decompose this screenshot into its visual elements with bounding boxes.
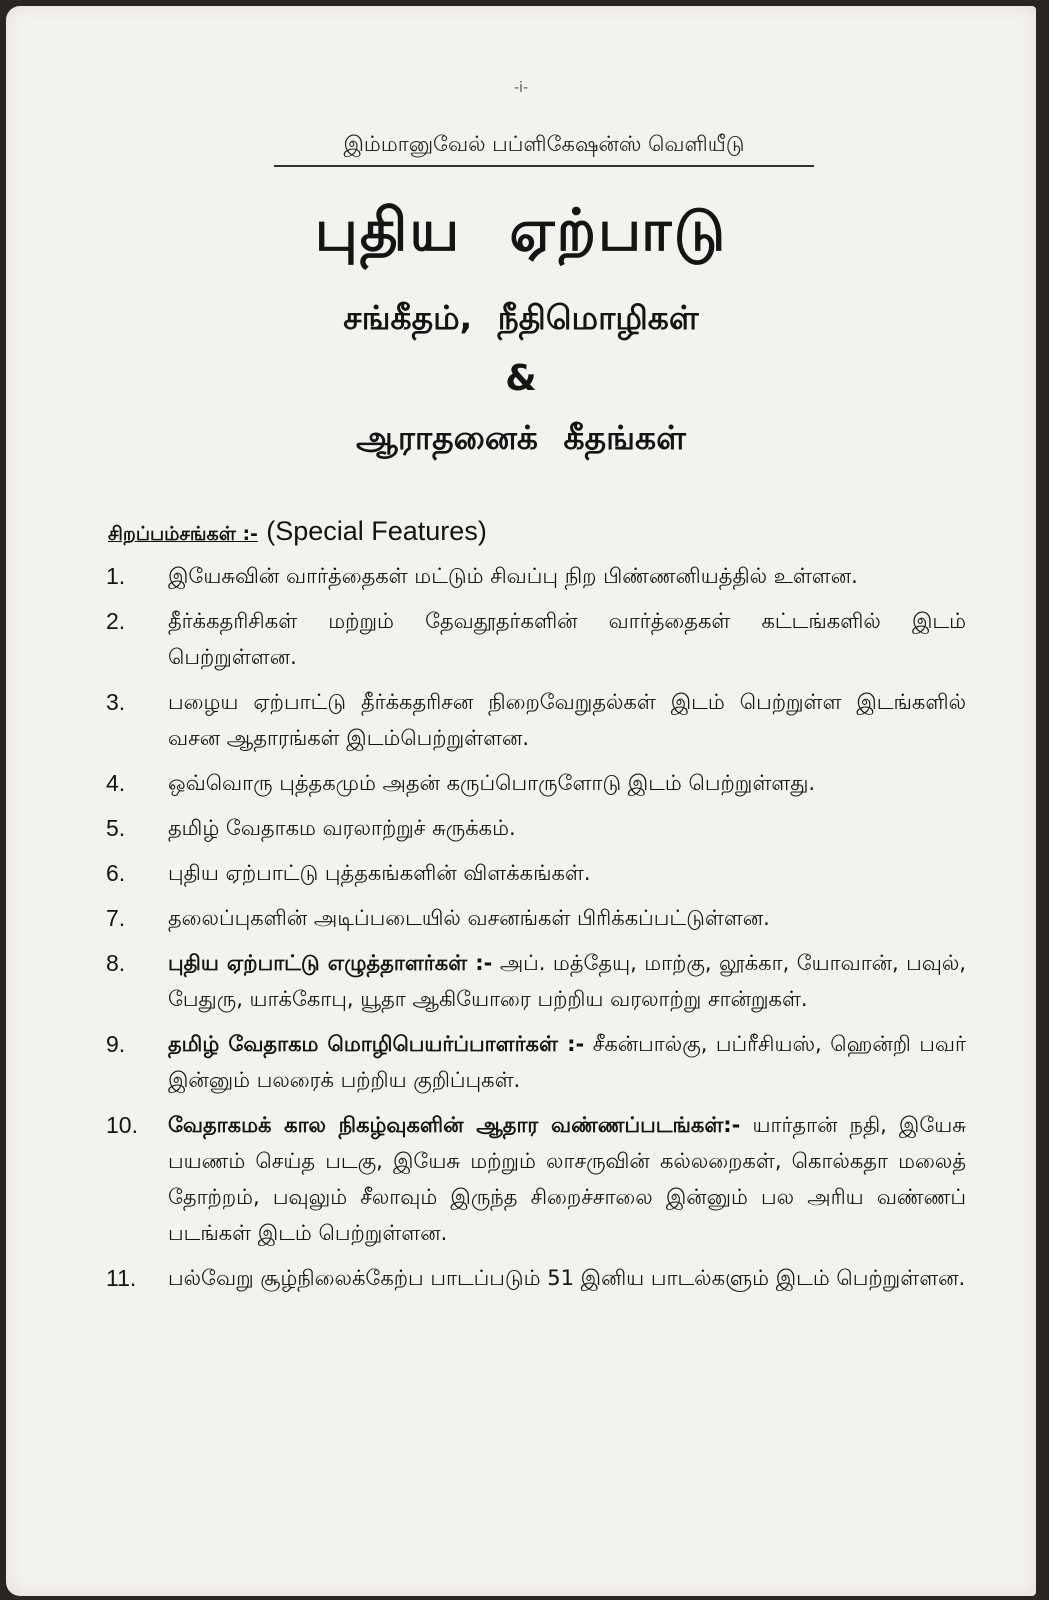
feature-body: பழைய ஏற்பாட்டு தீர்க்கதரிசன நிறைவேறுதல்கள் இடம் பெற்றுள்ள இடங்களில் வசன ஆதாரங்கள் இடம்பெற்றுள்ளன. [168,690,966,750]
feature-text [168,684,966,756]
feature-text [168,1107,966,1251]
feature-number: 9. [106,1031,126,1057]
feature-text [168,603,966,675]
feature-number: 8. [106,950,126,976]
feature-text [168,1260,966,1296]
feature-item [106,684,966,756]
feature-body: தலைப்புகளின் அடிப்படையில் வசனங்கள் பிரிக்கப்பட்டுள்ளன. [168,906,770,930]
feature-item [106,1026,966,1098]
document-page [6,6,1036,1596]
feature-bold-lead: வேதாகமக் கால நிகழ்வுகளின் ஆதார வண்ணப்படங்கள்:- [168,1113,741,1137]
feature-number: 1. [106,563,126,589]
feature-number: 3. [106,689,126,715]
feature-text [168,900,966,936]
feature-body: ஒவ்வொரு புத்தகமும் அதன் கருப்பொருளோடு இடம் பெற்றுள்ளது. [168,771,816,795]
feature-item [106,765,966,801]
subtitle-worship-songs: ஆராதனைக் கீதங்கள் [356,418,686,457]
feature-item [106,558,966,594]
feature-item [106,1260,966,1296]
feature-text [168,558,966,594]
feature-number: 2. [106,608,126,634]
feature-bold-lead: புதிய ஏற்பாட்டு எழுத்தாளர்கள் :- [168,951,493,975]
page-number: -i- [514,80,528,96]
features-heading-english: (Special Features) [266,516,487,546]
feature-body: பல்வேறு சூழ்நிலைக்கேற்ப பாடப்படும் 51 இனிய பாடல்களும் இடம் பெற்றுள்ளன. [168,1266,966,1290]
feature-item [106,945,966,1017]
feature-body: புதிய ஏற்பாட்டு புத்தகங்களின் விளக்கங்கள். [168,861,591,885]
feature-text [168,1026,966,1098]
feature-body: தமிழ் வேதாகம வரலாற்றுச் சுருக்கம். [168,816,516,840]
feature-item [106,1107,966,1251]
feature-number: 5. [106,815,126,841]
feature-bold-lead: தமிழ் வேதாகம மொழிபெயர்ப்பாளர்கள் :- [168,1032,585,1056]
feature-text [168,765,966,801]
feature-item [106,603,966,675]
feature-list [106,558,966,1305]
feature-item [106,810,966,846]
feature-item [106,855,966,891]
feature-number: 4. [106,770,126,796]
feature-text [168,945,966,1017]
feature-body: இயேசுவின் வார்த்தைகள் மட்டும் சிவப்பு நிற பிண்ணனியத்தில் உள்ளன. [168,564,858,588]
feature-text [168,855,966,891]
feature-item [106,900,966,936]
feature-text [168,810,966,846]
feature-body: யார்தான் நதி, இயேசு பயணம் செய்த படகு, இயேசு மற்றும் லாசருவின் கல்லறைகள், கொல்கதா மலைத் தோற்றம், பவுலும் சீலாவும் இருந்த சிறைச்சாலை இன்னும் பல அரிய வண்ணப் படங்கள் இடம் பெற்றுள்ளன. [168,1113,966,1245]
features-heading-tamil: சிறப்பம்சங்கள் :- [108,523,258,545]
feature-body: சீகன்பால்கு, பப்ரீசியஸ், ஹென்றி பவர் இன்னும் பலரைக் பற்றிய குறிப்புகள். [168,1032,966,1092]
ampersand: & [505,358,537,399]
features-heading [108,516,487,548]
feature-number: 7. [106,905,126,931]
feature-body: தீர்க்கதரிசிகள் மற்றும் தேவதூதர்களின் வார்த்தைகள் கட்டங்களில் இடம் பெற்றுள்ளன. [168,609,966,669]
subtitle-psalms-proverbs: சங்கீதம், நீதிமொழிகள் [343,298,699,337]
feature-number: 6. [106,860,126,886]
book-title: புதிய ஏற்பாடு [314,196,728,264]
feature-body: அப். மத்தேயு, மாற்கு, லூக்கா, யோவான், பவுல், பேதுரு, யாக்கோபு, யூதா ஆகியோரை பற்றிய வரலாற்று சான்றுகள். [168,951,966,1011]
feature-number: 10. [106,1112,138,1138]
feature-number: 11. [106,1265,137,1291]
publisher-line: இம்மானுவேல் பப்ளிகேஷன்ஸ் வெளியீடு [274,132,814,167]
